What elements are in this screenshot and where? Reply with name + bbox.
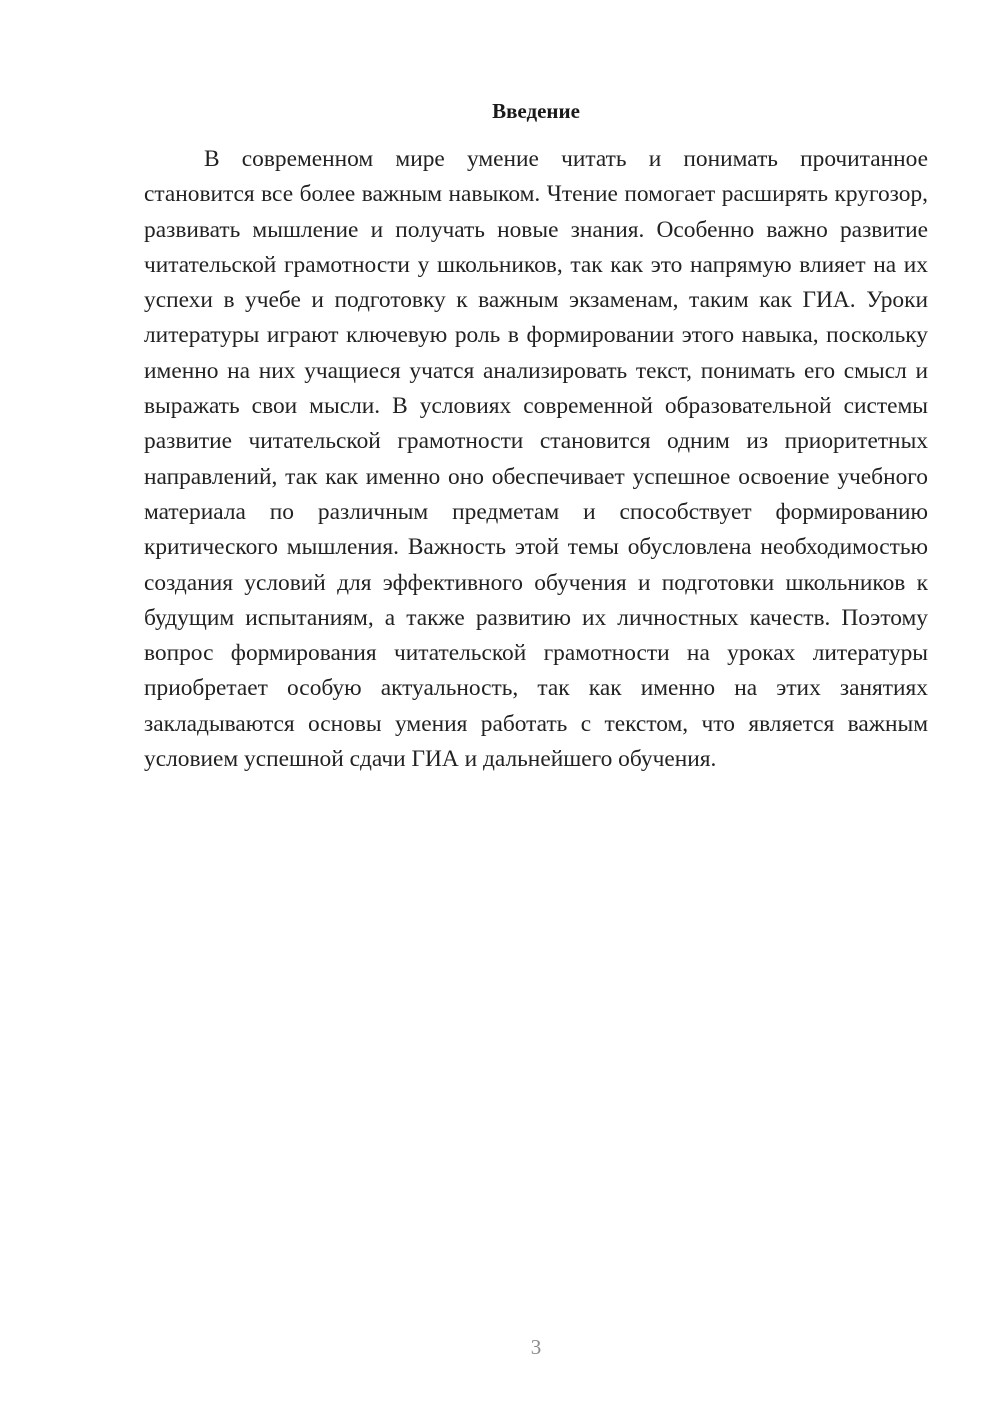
section-heading: Введение	[492, 99, 580, 123]
page-number: 3	[530, 1335, 542, 1359]
body-paragraph: В современном мире умение читать и понимать прочитанное становится все более важным навыком. Чтение помогает расширять кругозор, развивать мышление и получать новые знания. Особенно важно развитие читательской грамотности у школьников, так как это напрямую влияет на их успехи в учебе и подготовку к важным экзаменам, таким как ГИА. Уроки литературы играют ключевую роль в формировании этого навыка, поскольку именно на них учащиеся учатся анализировать текст, понимать его смысл и выражать свои мысли. В условиях современной образовательной системы развитие читательской грамотности становится одним из приоритетных направлений, так как именно оно обеспечивает успешное освоение учебного материала по различным предметам и способствует формированию критического мышления. Важность этой темы обусловлена необходимостью создания условий для эффективного обучения и подготовки школьников к будущим испытаниям, а также развитию их личностных качеств. Поэтому вопрос формирования читательской грамотности на уроках литературы приобретает особую актуальность, так как именно на этих занятиях закладываются основы умения работать с текстом, что является важным условием успешной сдачи ГИА и дальнейшего обучения.	[144, 146, 928, 773]
